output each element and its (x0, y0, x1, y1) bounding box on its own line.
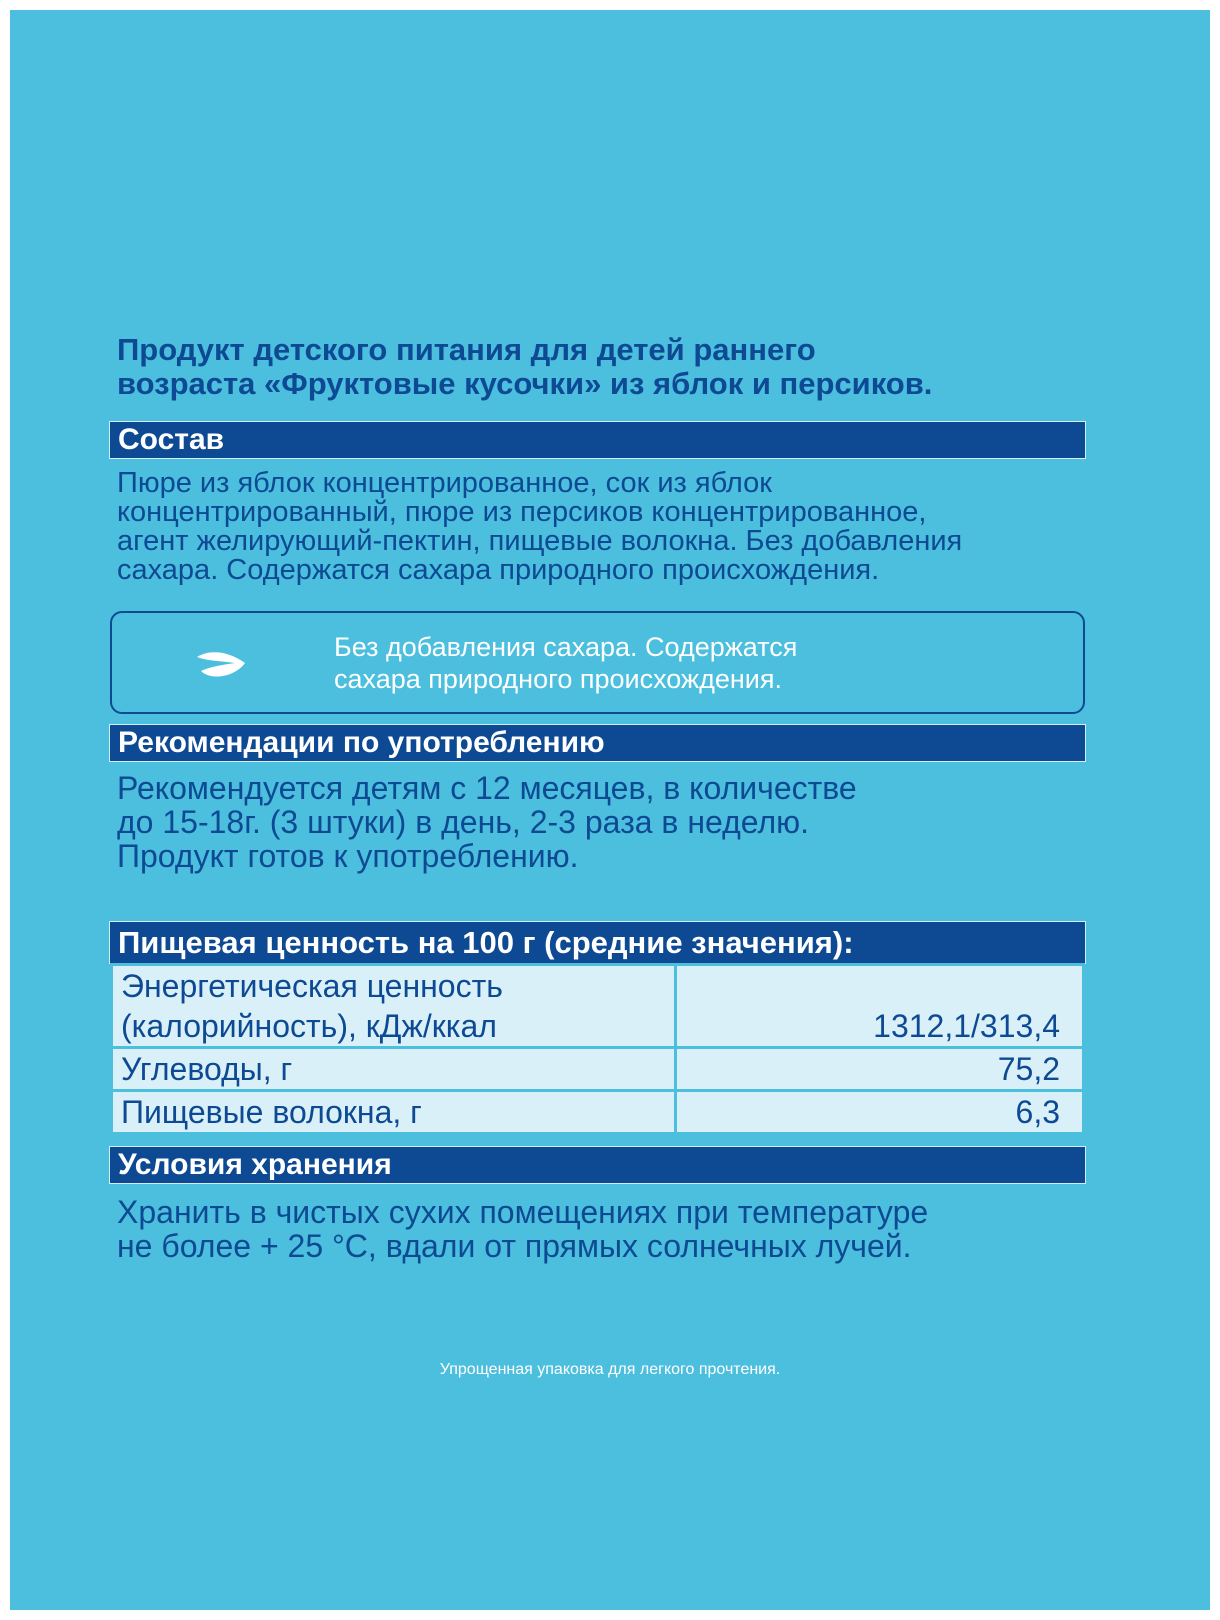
nutrition-value: 75,2 (676, 1048, 1084, 1091)
composition-text (117, 469, 962, 585)
notice-line: Без добавления сахара. Содержатся (334, 632, 798, 662)
table-row (112, 965, 1084, 1048)
nutrition-label: Пищевые волокна, г (112, 1091, 676, 1134)
title-line: возраста «Фруктовые кусочки» из яблок и персиков. (117, 366, 933, 401)
recommendations-text (117, 771, 857, 873)
storage-line: не более + 25 °С, вдали от прямых солнечных лучей. (117, 1228, 912, 1264)
nutrition-label (112, 965, 676, 1048)
composition-line: сахара. Содержатся сахара природного происхождения. (117, 554, 880, 586)
product-title (117, 333, 1077, 401)
nutrition-table (110, 963, 1085, 1135)
nutrition-header: Пищевая ценность на 100 г (средние значения): (110, 922, 1085, 963)
notice-line: сахара природного происхождения. (334, 664, 782, 694)
label-line: (калорийность), кДж/ккал (121, 1008, 497, 1044)
leaf-icon (195, 643, 247, 683)
composition-line: концентрированный, пюре из персиков концентрированное, (117, 496, 927, 528)
composition-line: Пюре из яблок концентрированное, сок из яблок (117, 467, 772, 499)
composition-line: агент желирующий-пектин, пищевые волокна. Без добавления (117, 525, 963, 557)
nutrition-value: 6,3 (676, 1091, 1084, 1134)
storage-line: Хранить в чистых сухих помещениях при температуре (117, 1194, 929, 1230)
recommendations-line: Рекомендуется детям с 12 месяцев, в количестве (117, 770, 857, 806)
storage-header: Условия хранения (110, 1147, 1085, 1183)
recommendations-header: Рекомендации по употреблению (110, 725, 1085, 761)
footnote: Упрощенная упаковка для легкого прочтения. (439, 1361, 781, 1378)
recommendations-line: до 15-18г. (3 штуки) в день, 2-3 раза в неделю. (117, 804, 810, 840)
label-line: Энергетическая ценность (121, 968, 503, 1004)
recommendations-line: Продукт готов к употреблению. (117, 838, 579, 874)
nutrition-label: Углеводы, г (112, 1048, 676, 1091)
table-row (112, 1091, 1084, 1134)
table-row (112, 1048, 1084, 1091)
title-line: Продукт детского питания для детей раннего (117, 332, 816, 367)
no-sugar-notice (110, 611, 1085, 714)
nutrition-value: 1312,1/313,4 (676, 965, 1084, 1048)
notice-text (334, 631, 934, 695)
composition-header: Состав (110, 422, 1085, 458)
storage-text (117, 1195, 928, 1263)
